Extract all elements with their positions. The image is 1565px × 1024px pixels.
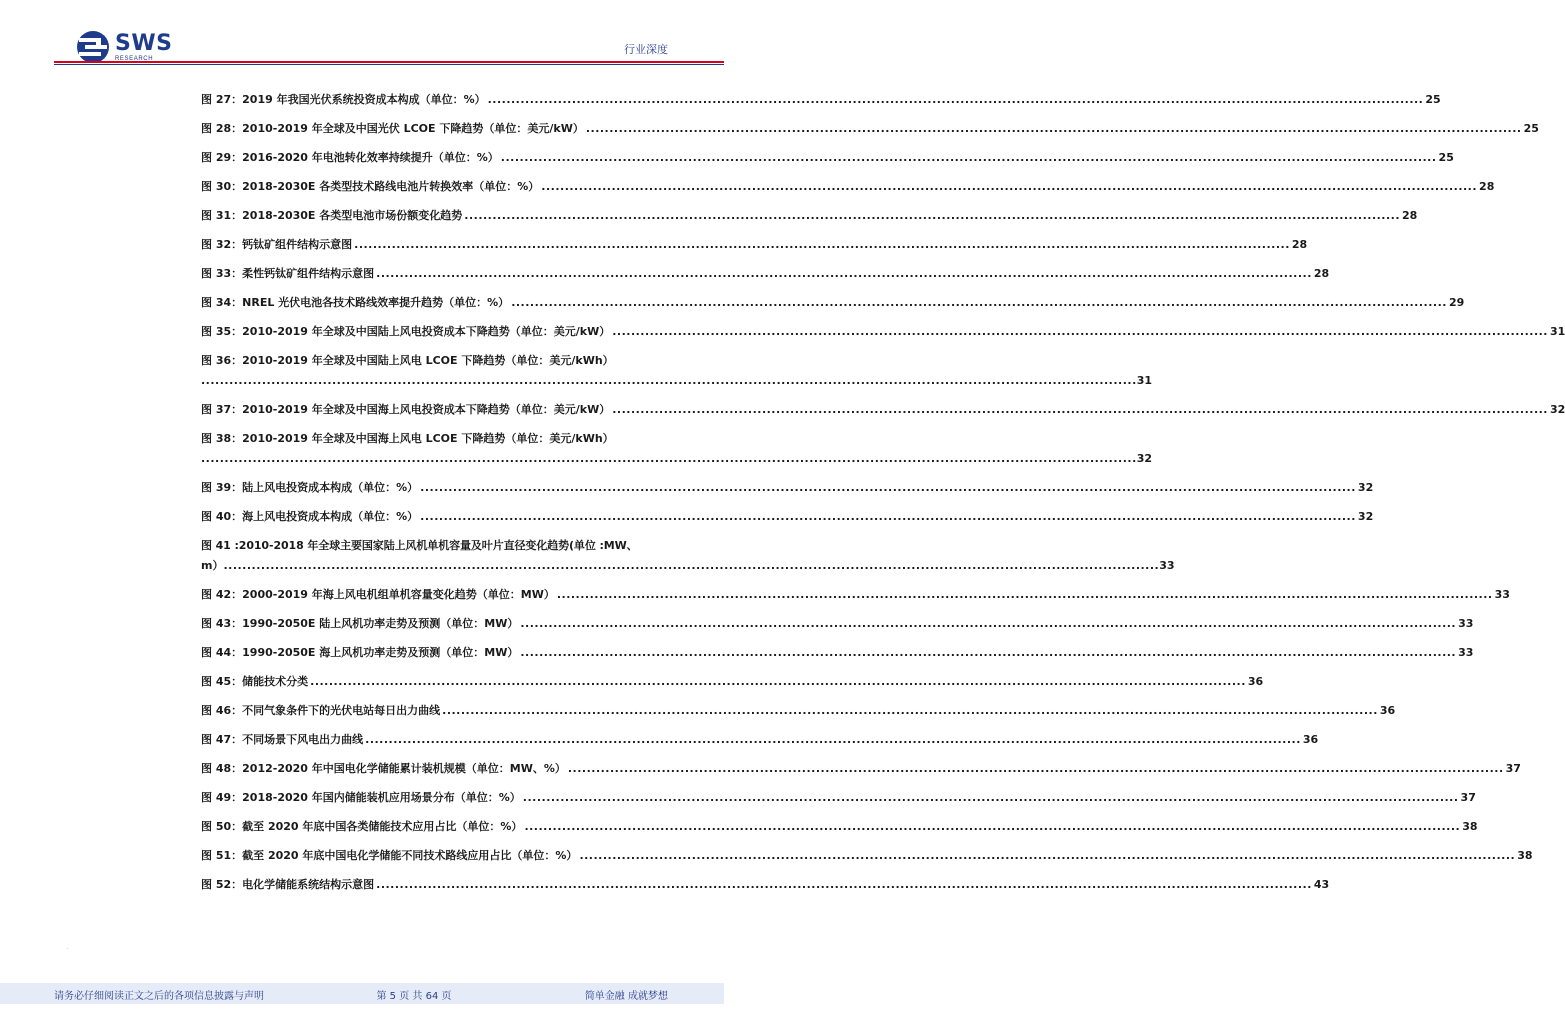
toc-entry-title: 图 52：电化学储能系统结构示意图 (201, 878, 375, 891)
toc-leader-dots: ........................................................................................................................................................................................................ (612, 325, 1548, 338)
toc-entry-page: 33 (1458, 646, 1474, 659)
toc-entry-page: 33 (1159, 559, 1175, 572)
toc-leader-dots: ........................................................................................................................................................................................................ (500, 151, 1437, 164)
toc-leader-dots: ........................................................................................................................................................................................................ (524, 820, 1461, 833)
footer-slogan: 简单金融 成就梦想 (584, 991, 668, 1002)
toc-entry[interactable] (201, 478, 1374, 507)
toc-entry-page: 28 (1479, 180, 1495, 193)
toc-entry-page: 28 (1402, 209, 1418, 222)
logo-text: SWS (115, 30, 173, 56)
toc-entry-page: 25 (1425, 93, 1441, 106)
toc-entry-title: 图 42：2000-2019 年海上风电机组单机容量变化趋势（单位：MW） (201, 588, 555, 601)
toc-entry-title: 图 51：截至 2020 年底中国电化学储能不同技术路线应用占比（单位：%） (201, 849, 578, 862)
toc-entry[interactable] (201, 643, 1474, 672)
toc-leader-dots: ........................................................................................................................................................................................................ (541, 180, 1478, 193)
toc-leader-dots: ........................................................................................................................................................................................................ (585, 122, 1522, 135)
footer-page-info: 第 5 页 共 64 页 (376, 991, 452, 1002)
toc-entry-title: 图 44：1990-2050E 海上风机功率走势及预测（单位：MW） (201, 646, 519, 659)
toc-entry[interactable] (201, 400, 1565, 429)
toc-leader-dots: ........................................................................................................................................................................................................ (442, 704, 1378, 717)
toc-entry-title: 图 29：2016-2020 年电池转化效率持续提升（单位：%） (201, 151, 499, 164)
toc-leader-dots: ........................................................................................................................................................................................................ (579, 849, 1516, 862)
header-rule-navy (54, 64, 724, 65)
toc-entry[interactable] (201, 672, 1264, 701)
toc-entry-title: 图 27：2019 年我国光伏系统投资成本构成（单位：%） (201, 93, 486, 106)
toc-entry-title: 图 28：2010-2019 年全球及中国光伏 LCOE 下降趋势（单位：美元/kW） (201, 122, 584, 135)
toc-entry[interactable] (201, 322, 1565, 351)
toc-entry-page: 28 (1291, 238, 1308, 251)
toc-entry-page: 36 (1379, 704, 1396, 717)
toc-leader-dots: ........................................................................................................................................................................................................ (354, 238, 1290, 251)
figure-list (201, 90, 1565, 904)
toc-entry-page: 32 (1357, 510, 1374, 523)
toc-leader-dots: ........................................................................................................................................................................................................ (365, 733, 1301, 746)
toc-entry-page: 32 (1549, 403, 1565, 416)
toc-entry-title: 图 33：柔性钙钛矿组件结构示意图 (201, 267, 375, 280)
toc-entry[interactable] (201, 235, 1308, 264)
toc-leader-dots: ........................................................................................................................................................................................................ (511, 296, 1447, 309)
toc-entry-page: 36 (1247, 675, 1264, 688)
toc-entry[interactable] (201, 788, 1476, 817)
toc-entry-page: 37 (1460, 791, 1476, 804)
toc-entry-page: 33 (1458, 617, 1474, 630)
toc-entry-title: 图 43：1990-2050E 陆上风机功率走势及预测（单位：MW） (201, 617, 519, 630)
company-logo (76, 30, 172, 64)
toc-entry[interactable] (201, 177, 1495, 206)
toc-entry[interactable] (201, 90, 1441, 119)
toc-entry-title: 图 48：2012-2020 年中国电化学储能累计装机规模（单位：MW、%） (201, 762, 566, 775)
toc-entry[interactable] (201, 536, 1175, 585)
toc-entry-title: 图 34：NREL 光伏电池各技术路线效率提升趋势（单位：%） (201, 296, 510, 309)
toc-entry[interactable] (201, 119, 1539, 148)
toc-entry-title: 图 35：2010-2019 年全球及中国陆上风电投资成本下降趋势（单位：美元/kW） (201, 325, 611, 338)
toc-entry[interactable] (201, 614, 1474, 643)
toc-entry-title: 图 31：2018-2030E 各类型电池市场份额变化趋势 (201, 209, 463, 222)
toc-leader-dots: ........................................................................................................................................................................................................ (376, 267, 1312, 280)
toc-entry-page: 43 (1313, 878, 1330, 891)
header-rule-red (54, 61, 724, 63)
toc-entry-title: 图 46：不同气象条件下的光伏电站每日出力曲线 (201, 704, 441, 717)
toc-leader-dots: ........................................................................................................................................................................................................ (223, 559, 1160, 572)
toc-entry-page: 25 (1438, 151, 1454, 164)
toc-entry-page: 32 (1357, 481, 1374, 494)
toc-entry-page: 33 (1494, 588, 1510, 601)
sws-logo-icon (76, 30, 110, 64)
toc-entry-title: 图 40：海上风电投资成本构成（单位：%） (201, 510, 419, 523)
toc-leader-dots: ........................................................................................................................................................................................................ (464, 209, 1401, 222)
toc-entry-title: 图 50：截至 2020 年底中国各类储能技术应用占比（单位：%） (201, 820, 523, 833)
page-mark: ˇ (66, 948, 69, 955)
toc-leader-dots: ........................................................................................................................................................................................................ (522, 791, 1459, 804)
section-label: 行业深度 (624, 43, 668, 56)
toc-entry[interactable] (201, 875, 1330, 904)
toc-entry[interactable] (201, 351, 1153, 400)
toc-entry[interactable] (201, 507, 1374, 536)
toc-entry-page: 38 (1462, 820, 1478, 833)
toc-leader-dots: ........................................................................................................................................................................................................ (520, 617, 1457, 630)
toc-leader-dots: ........................................................................................................................................................................................................ (567, 762, 1504, 775)
toc-entry-page: 28 (1313, 267, 1330, 280)
toc-entry-title: 图 36：2010-2019 年全球及中国陆上风电 LCOE 下降趋势（单位：美元/kWh） (201, 354, 614, 367)
toc-leader-dots: ........................................................................................................................................................................................................ (420, 481, 1356, 494)
toc-entry-title: 图 45：储能技术分类 (201, 675, 309, 688)
toc-leader-dots: ........................................................................................................................................................................................................ (520, 646, 1457, 659)
toc-leader-dots: ........................................................................................................................................................................................................ (376, 878, 1312, 891)
toc-entry-page: 38 (1517, 849, 1533, 862)
toc-leader-dots: ........................................................................................................................................................................................................ (487, 93, 1424, 106)
toc-entry-title: 图 47：不同场景下风电出力曲线 (201, 733, 364, 746)
toc-entry-title: 图 39：陆上风电投资成本构成（单位：%） (201, 481, 419, 494)
toc-entry-page: 36 (1302, 733, 1319, 746)
toc-entry-title: 图 32：钙钛矿组件结构示意图 (201, 238, 353, 251)
toc-entry-title: 图 37：2010-2019 年全球及中国海上风电投资成本下降趋势（单位：美元/kW） (201, 403, 611, 416)
toc-entry[interactable] (201, 817, 1478, 846)
toc-leader-dots: ........................................................................................................................................................................................................ (201, 452, 1137, 465)
toc-entry[interactable] (201, 206, 1418, 235)
toc-entry-title: 图 38：2010-2019 年全球及中国海上风电 LCOE 下降趋势（单位：美元/kWh） (201, 432, 614, 445)
toc-entry[interactable] (201, 585, 1510, 614)
toc-entry-page: 29 (1448, 296, 1465, 309)
toc-leader-dots: ........................................................................................................................................................................................................ (556, 588, 1493, 601)
footer-disclaimer: 请务必仔细阅读正文之后的各项信息披露与声明 (54, 991, 264, 1002)
toc-entry-title-cont: m） (201, 559, 224, 572)
toc-entry[interactable] (201, 701, 1396, 730)
toc-leader-dots: ........................................................................................................................................................................................................ (612, 403, 1548, 416)
toc-entry[interactable] (201, 293, 1465, 322)
toc-entry[interactable] (201, 730, 1319, 759)
toc-entry-page: 31 (1549, 325, 1565, 338)
logo-subtext: RESEARCH (115, 55, 154, 62)
toc-leader-dots: ........................................................................................................................................................................................................ (201, 374, 1137, 387)
toc-entry-title: 图 49：2018-2020 年国内储能装机应用场景分布（单位：%） (201, 791, 521, 804)
toc-entry[interactable] (201, 148, 1454, 177)
toc-entry-page: 32 (1136, 452, 1153, 465)
toc-entry-title: 图 30：2018-2030E 各类型技术路线电池片转换效率（单位：%） (201, 180, 540, 193)
toc-entry[interactable] (201, 429, 1153, 478)
toc-entry-page: 37 (1505, 762, 1521, 775)
toc-entry[interactable] (201, 759, 1521, 788)
toc-entry-page: 25 (1523, 122, 1539, 135)
toc-leader-dots: ........................................................................................................................................................................................................ (310, 675, 1246, 688)
toc-leader-dots: ........................................................................................................................................................................................................ (420, 510, 1356, 523)
toc-entry[interactable] (201, 846, 1533, 875)
toc-entry-page: 31 (1136, 374, 1153, 387)
toc-entry-title: 图 41 :2010-2018 年全球主要国家陆上风机单机容量及叶片直径变化趋势(单位 :MW、 (201, 539, 638, 552)
toc-entry[interactable] (201, 264, 1330, 293)
